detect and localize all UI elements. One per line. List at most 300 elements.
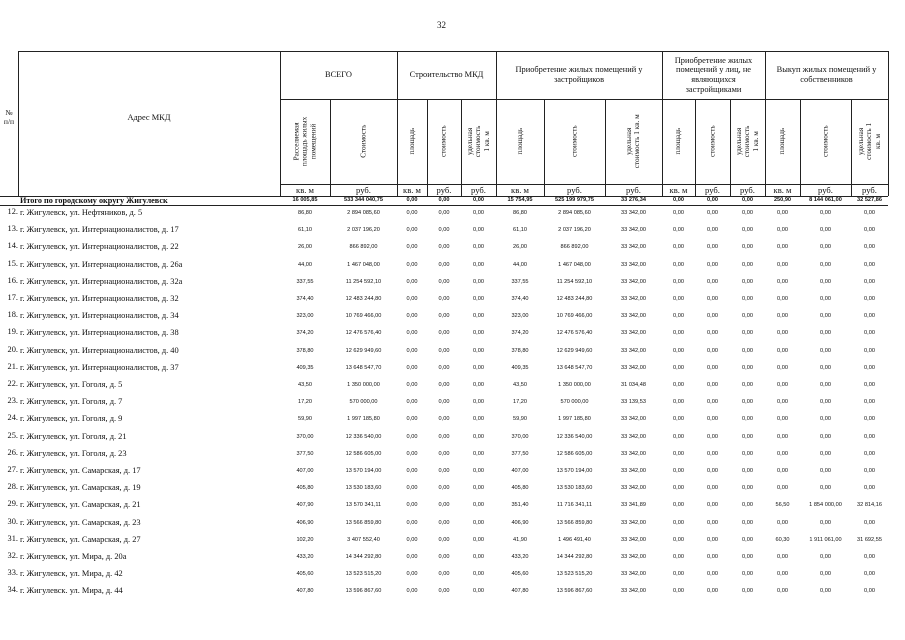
row-number: 31.: [7, 533, 18, 543]
value-cell: 17,20: [513, 399, 527, 406]
row-number: 21.: [7, 361, 18, 371]
value-cell: 12 629 949,60: [556, 347, 593, 354]
value-cell: 0,00: [473, 227, 484, 234]
unit-label: руб.: [436, 185, 452, 195]
row-number: 33.: [7, 568, 18, 578]
row-number-header: № п/п: [3, 107, 15, 126]
unit-label: кв. м: [669, 185, 688, 195]
value-cell: 0,00: [473, 330, 484, 337]
value-cell: 0,00: [777, 554, 788, 560]
value-cell: 0,00: [473, 571, 484, 578]
value-cell: 33 342,00: [621, 227, 646, 234]
value-cell: 0,00: [438, 554, 450, 560]
address: г. Жигулевск, ул. Гоголя, д. 5: [20, 380, 123, 389]
address: г. Жигулевск, ул. Гоголя, д. 9: [20, 414, 123, 424]
value-cell: 0,00: [406, 210, 418, 216]
value-cell: 0,00: [777, 296, 788, 302]
value-cell: 0,00: [473, 536, 484, 543]
value-cell: 0,00: [406, 330, 418, 337]
table-row: [0, 447, 905, 464]
value-cell: 405,60: [296, 571, 314, 578]
value-cell: 33 342,00: [621, 433, 646, 440]
table-row: [0, 516, 905, 533]
subcolumn-header: [800, 99, 851, 184]
value-cell: 13 523 515,20: [345, 571, 382, 578]
address: г. Жигулевск, ул. Интернационалистов, д. 40: [20, 345, 179, 355]
value-cell: 0,00: [742, 261, 753, 268]
row-number: 28.: [7, 482, 18, 492]
value-cell: 0,00: [673, 519, 684, 526]
row-number: 17.: [7, 293, 18, 302]
value-cell: 26,00: [298, 244, 312, 251]
value-cell: 0,00: [742, 433, 753, 440]
value-cell: 0,00: [707, 347, 718, 354]
value-cell: 33 342,00: [621, 244, 646, 251]
value-cell: 60,30: [775, 536, 790, 543]
value-cell: 0,00: [707, 399, 718, 406]
value-cell: 0,00: [673, 554, 684, 560]
value-cell: 17,20: [298, 399, 312, 406]
value-cell: 407,00: [511, 468, 529, 474]
unit-label: кв. м: [296, 185, 314, 195]
table-row: [0, 223, 905, 240]
value-cell: 12 476 576,40: [556, 330, 593, 337]
value-cell: 0,00: [707, 468, 718, 474]
value-cell: 0,00: [864, 571, 875, 578]
unit-label: кв. м: [403, 185, 421, 195]
value-cell: 570 000,00: [560, 399, 589, 406]
value-cell: 0,00: [864, 450, 875, 457]
subcolumn-label: Расселяемая площадь жилых помещений: [292, 116, 318, 167]
value-cell: 0,00: [673, 261, 684, 268]
value-cell: 0,00: [777, 399, 788, 406]
row-number: 32.: [7, 551, 18, 560]
value-cell: 0,00: [707, 278, 718, 285]
address: г. Жигулевск, ул. Самарская, д. 21: [20, 500, 141, 510]
value-cell: 0,00: [777, 571, 788, 578]
value-cell: 377,50: [296, 450, 314, 457]
value-cell: 0,00: [742, 588, 753, 595]
row-number: 19.: [7, 327, 18, 337]
col-rule: [888, 51, 889, 196]
total-value: 15 754,95: [507, 197, 533, 203]
value-cell: 11 254 592,10: [345, 278, 382, 285]
subcolumn-header: [851, 99, 888, 184]
value-cell: 0,00: [707, 261, 718, 268]
page-number: 32: [437, 20, 446, 30]
value-cell: 0,00: [406, 536, 418, 543]
value-cell: 13 570 194,00: [345, 468, 382, 474]
group-header: Выкуп жилых помещений у собственников: [776, 65, 877, 84]
value-cell: 406,90: [296, 519, 314, 526]
value-cell: 0,00: [707, 416, 718, 423]
value-cell: 0,00: [864, 364, 875, 371]
value-cell: 0,00: [673, 468, 684, 474]
address: г. Жигулевск, ул. Самарская, д. 27: [20, 534, 141, 544]
value-cell: 0,00: [673, 278, 684, 285]
unit-label: руб.: [626, 185, 641, 195]
value-cell: 0,00: [707, 330, 718, 337]
value-cell: 370,00: [296, 433, 314, 440]
row-number: 15.: [7, 258, 18, 268]
value-cell: 0,00: [742, 399, 753, 406]
value-cell: 0,00: [820, 382, 831, 388]
value-cell: 86,80: [298, 210, 312, 216]
value-cell: 0,00: [438, 502, 450, 509]
value-cell: 12 483 244,80: [345, 296, 382, 302]
value-cell: 12 586 605,00: [556, 450, 593, 457]
value-cell: 1 350 000,00: [347, 382, 380, 388]
value-cell: 0,00: [864, 347, 875, 354]
value-cell: 33 342,00: [621, 416, 646, 423]
value-cell: 0,00: [777, 330, 788, 337]
value-cell: 0,00: [406, 588, 418, 595]
value-cell: 33 342,00: [621, 450, 646, 457]
unit-label: руб.: [862, 185, 877, 195]
value-cell: 866 892,00: [560, 244, 589, 251]
value-cell: 0,00: [742, 382, 753, 388]
value-cell: 0,00: [438, 313, 450, 320]
value-cell: 0,00: [820, 313, 831, 320]
value-cell: 0,00: [438, 261, 450, 268]
value-cell: 41,90: [513, 536, 527, 543]
value-cell: 0,00: [742, 554, 753, 560]
value-cell: 0,00: [742, 519, 753, 526]
value-cell: 13 530 183,60: [345, 485, 382, 492]
value-cell: 33 342,00: [621, 210, 646, 216]
address: г. Жигулевск, ул. Мира, д. 42: [20, 569, 123, 579]
value-cell: 0,00: [406, 227, 418, 234]
unit-label: кв. м: [511, 185, 529, 195]
value-cell: 0,00: [707, 588, 718, 595]
group-header: Приобретение жилых помещений у лиц, не являющихся застройщиками: [674, 55, 753, 94]
table-row: [0, 309, 905, 326]
value-cell: 0,00: [777, 227, 788, 234]
row-number: 25.: [7, 430, 18, 440]
value-cell: 0,00: [438, 571, 450, 578]
total-value: 0,00: [742, 197, 753, 203]
value-cell: 1 350 000,00: [558, 382, 591, 388]
table-row: [0, 240, 905, 257]
value-cell: 406,90: [511, 519, 529, 526]
address: г. Жигулевск, ул. Интернационалистов, д. 34: [20, 311, 179, 321]
value-cell: 0,00: [473, 468, 484, 474]
value-cell: 13 530 183,60: [556, 485, 593, 492]
value-cell: 0,00: [777, 485, 788, 492]
value-cell: 0,00: [707, 210, 718, 216]
value-cell: 10 769 466,00: [345, 313, 382, 320]
total-value: 0,00: [673, 197, 684, 203]
value-cell: 374,20: [296, 330, 314, 337]
value-cell: 0,00: [864, 330, 875, 337]
value-cell: 0,00: [438, 450, 450, 457]
value-cell: 0,00: [438, 588, 450, 595]
address: г. Жигулевск, ул. Интернационалистов, д. 26а: [20, 259, 183, 269]
value-cell: 0,00: [406, 416, 418, 423]
value-cell: 33 342,00: [621, 364, 646, 371]
value-cell: 0,00: [777, 244, 788, 251]
value-cell: 0,00: [864, 416, 875, 423]
value-cell: 407,90: [296, 502, 314, 509]
value-cell: 0,00: [673, 502, 684, 509]
row-number: 18.: [7, 310, 18, 320]
value-cell: 1 496 491,40: [558, 536, 591, 543]
value-cell: 33 342,00: [621, 296, 646, 302]
value-cell: 0,00: [820, 450, 831, 457]
value-cell: 0,00: [707, 536, 718, 543]
subcolumn-label: стоимость: [439, 125, 448, 158]
row-number: 24.: [7, 413, 18, 423]
value-cell: 407,80: [296, 588, 314, 595]
value-cell: 32 814,16: [857, 502, 882, 509]
address: г. Жигулевск. ул. Мира, д. 44: [20, 586, 123, 596]
value-cell: 0,00: [864, 210, 875, 216]
value-cell: 33 342,00: [621, 554, 646, 560]
value-cell: 0,00: [820, 227, 831, 234]
address: г. Жигулевск, ул. Интернационалистов, д. 32а: [20, 276, 183, 286]
value-cell: 12 476 576,40: [345, 330, 382, 337]
subcolumn-label: площадь: [778, 128, 787, 155]
value-cell: 0,00: [707, 571, 718, 578]
value-cell: 0,00: [473, 416, 484, 423]
value-cell: 0,00: [673, 296, 684, 302]
value-cell: 0,00: [406, 519, 418, 526]
table-row: [0, 481, 905, 498]
value-cell: 0,00: [820, 433, 831, 440]
value-cell: 0,00: [864, 244, 875, 251]
row-number: 22.: [7, 379, 18, 388]
value-cell: 12 586 605,00: [345, 450, 382, 457]
value-cell: 0,00: [438, 347, 450, 354]
value-cell: 0,00: [406, 502, 418, 509]
value-cell: 0,00: [438, 382, 450, 388]
value-cell: 13 523 515,20: [556, 571, 593, 578]
total-row: [0, 196, 905, 206]
value-cell: 33 342,00: [621, 485, 646, 492]
value-cell: 0,00: [742, 364, 753, 371]
total-label: Итого по городскому округу Жигулевск: [20, 196, 168, 205]
address-header: Адрес МКД: [127, 112, 171, 122]
value-cell: 0,00: [742, 313, 753, 320]
value-cell: 33 342,00: [621, 588, 646, 595]
subcolumn-header: [280, 99, 330, 184]
value-cell: 0,00: [864, 382, 875, 388]
total-value: 33 276,34: [621, 197, 646, 203]
unit-label: кв. м: [773, 185, 792, 195]
value-cell: 374,40: [296, 296, 314, 302]
value-cell: 0,00: [820, 347, 831, 354]
value-cell: 0,00: [406, 244, 418, 251]
value-cell: 0,00: [673, 536, 684, 543]
value-cell: 0,00: [473, 364, 484, 371]
value-cell: 59,90: [298, 416, 312, 423]
value-cell: 0,00: [673, 433, 684, 440]
value-cell: 0,00: [777, 261, 788, 268]
value-cell: 337,55: [296, 278, 314, 285]
value-cell: 0,00: [406, 433, 418, 440]
value-cell: 405,80: [511, 485, 529, 492]
value-cell: 0,00: [777, 433, 788, 440]
value-cell: 0,00: [864, 278, 875, 285]
value-cell: 0,00: [820, 244, 831, 251]
subcolumn-label: стоимость: [821, 125, 830, 158]
value-cell: 0,00: [673, 244, 684, 251]
value-cell: 0,00: [777, 313, 788, 320]
value-cell: 0,00: [820, 554, 831, 560]
value-cell: 0,00: [473, 261, 484, 268]
value-cell: 0,00: [707, 313, 718, 320]
value-cell: 570 000,00: [349, 399, 378, 406]
value-cell: 409,35: [511, 364, 529, 371]
value-cell: 0,00: [707, 364, 718, 371]
table-row: [0, 395, 905, 412]
total-value: 0,00: [473, 197, 484, 203]
table-row: [0, 275, 905, 292]
subcolumn-header: [397, 99, 427, 184]
value-cell: 0,00: [473, 450, 484, 457]
value-cell: 0,00: [673, 416, 684, 423]
value-cell: 378,80: [511, 347, 529, 354]
value-cell: 0,00: [864, 296, 875, 302]
value-cell: 0,00: [820, 588, 831, 595]
value-cell: 33 342,00: [621, 347, 646, 354]
value-cell: 0,00: [438, 536, 450, 543]
value-cell: 13 570 341,11: [345, 502, 382, 509]
table-row: [0, 550, 905, 567]
value-cell: 0,00: [742, 536, 753, 543]
value-cell: 433,20: [511, 554, 529, 560]
value-cell: 0,00: [438, 227, 450, 234]
value-cell: 0,00: [864, 468, 875, 474]
total-value: 8 144 061,00: [809, 197, 842, 203]
value-cell: 323,00: [511, 313, 529, 320]
value-cell: 1 911 061,00: [809, 536, 842, 543]
subcolumn-label: площадь: [407, 128, 416, 155]
value-cell: 0,00: [406, 261, 418, 268]
value-cell: 26,00: [513, 244, 527, 251]
value-cell: 0,00: [673, 588, 684, 595]
subcolumn-header: [605, 99, 662, 184]
unit-label: руб.: [356, 185, 371, 195]
total-value: 250,90: [773, 197, 792, 203]
address: г. Жигулевск, ул. Интернационалистов, д. 17: [20, 225, 179, 235]
value-cell: 405,60: [511, 571, 529, 578]
value-cell: 0,00: [864, 313, 875, 320]
value-cell: 13 596 867,60: [556, 588, 593, 595]
value-cell: 407,00: [296, 468, 314, 474]
address: г. Жигулевск, ул. Самарская, д. 19: [20, 483, 141, 493]
subcolumn-header: [695, 99, 730, 184]
row-number: 34.: [7, 585, 18, 595]
unit-label: руб.: [471, 185, 486, 195]
total-value: 0,00: [707, 197, 718, 203]
value-cell: 1 997 185,80: [347, 416, 380, 423]
group-header: Приобретение жилых помещений у застройщиков: [515, 65, 643, 84]
value-cell: 31 692,55: [857, 536, 882, 543]
value-cell: 407,80: [511, 588, 529, 595]
value-cell: 0,00: [406, 296, 418, 302]
value-cell: 13 566 859,80: [556, 519, 593, 526]
value-cell: 0,00: [473, 502, 484, 509]
value-cell: 0,00: [820, 399, 831, 406]
value-cell: 0,00: [406, 571, 418, 578]
value-cell: 0,00: [406, 313, 418, 320]
value-cell: 0,00: [438, 330, 450, 337]
value-cell: 59,90: [513, 416, 527, 423]
value-cell: 33 342,00: [621, 519, 646, 526]
value-cell: 12 629 949,60: [345, 347, 382, 354]
value-cell: 0,00: [473, 485, 484, 492]
subcolumn-label: удельная стоимость 1 кв. м: [625, 114, 642, 169]
value-cell: 0,00: [438, 278, 450, 285]
value-cell: 33 342,00: [621, 536, 646, 543]
value-cell: 0,00: [473, 313, 484, 320]
table-row: [0, 464, 905, 481]
value-cell: 0,00: [473, 382, 484, 388]
address: г. Жигулевск, ул. Самарская, д. 23: [20, 517, 141, 527]
subcolumn-label: стоимость: [708, 125, 717, 158]
value-cell: 0,00: [707, 485, 718, 492]
value-cell: 0,00: [707, 554, 718, 560]
value-cell: 13 566 859,80: [345, 519, 382, 526]
unit-label: руб.: [705, 185, 720, 195]
subcolumn-label: стоимость: [570, 125, 579, 158]
subcolumn-label: удельная стоимость 1 кв. м: [466, 125, 491, 158]
value-cell: 0,00: [820, 278, 831, 285]
value-cell: 866 892,00: [349, 244, 378, 251]
subcolumn-header: [544, 99, 605, 184]
unit-label: руб.: [567, 185, 582, 195]
value-cell: 0,00: [777, 416, 788, 423]
total-value: 533 344 040,75: [344, 197, 383, 203]
value-cell: 33 342,00: [621, 261, 646, 268]
value-cell: 0,00: [473, 347, 484, 354]
address: г. Жигулевск, ул. Интернационалистов, д. 32: [20, 294, 179, 303]
value-cell: 0,00: [673, 364, 684, 371]
value-cell: 11 716 341,11: [557, 502, 592, 509]
value-cell: 0,00: [406, 347, 418, 354]
value-cell: 1 467 048,00: [347, 261, 380, 268]
table-row: [0, 206, 905, 223]
value-cell: 13 596 867,60: [345, 588, 382, 595]
value-cell: 0,00: [777, 519, 788, 526]
row-number: 29.: [7, 499, 18, 509]
value-cell: 14 344 292,80: [345, 554, 382, 560]
value-cell: 0,00: [742, 330, 753, 337]
value-cell: 0,00: [777, 364, 788, 371]
address: г. Жигулевск, ул. Интернационалистов, д. 38: [20, 328, 179, 338]
row-number: 13.: [7, 224, 18, 234]
value-cell: 0,00: [438, 399, 450, 406]
value-cell: 2 037 196,20: [558, 227, 591, 234]
value-cell: 13 648 547,70: [345, 364, 382, 371]
value-cell: 0,00: [820, 571, 831, 578]
address: г. Жигулевск, ул. Интернационалистов, д. 37: [20, 362, 179, 372]
value-cell: 0,00: [820, 261, 831, 268]
subcolumn-label: площадь: [515, 128, 524, 155]
value-cell: 0,00: [473, 210, 484, 216]
value-cell: 0,00: [820, 210, 831, 216]
value-cell: 0,00: [473, 433, 484, 440]
value-cell: 33 341,89: [621, 502, 646, 509]
value-cell: 0,00: [673, 571, 684, 578]
value-cell: 0,00: [473, 296, 484, 302]
value-cell: 0,00: [864, 588, 875, 595]
value-cell: 0,00: [673, 347, 684, 354]
value-cell: 56,50: [775, 502, 790, 509]
value-cell: 0,00: [777, 347, 788, 354]
value-cell: 0,00: [673, 450, 684, 457]
